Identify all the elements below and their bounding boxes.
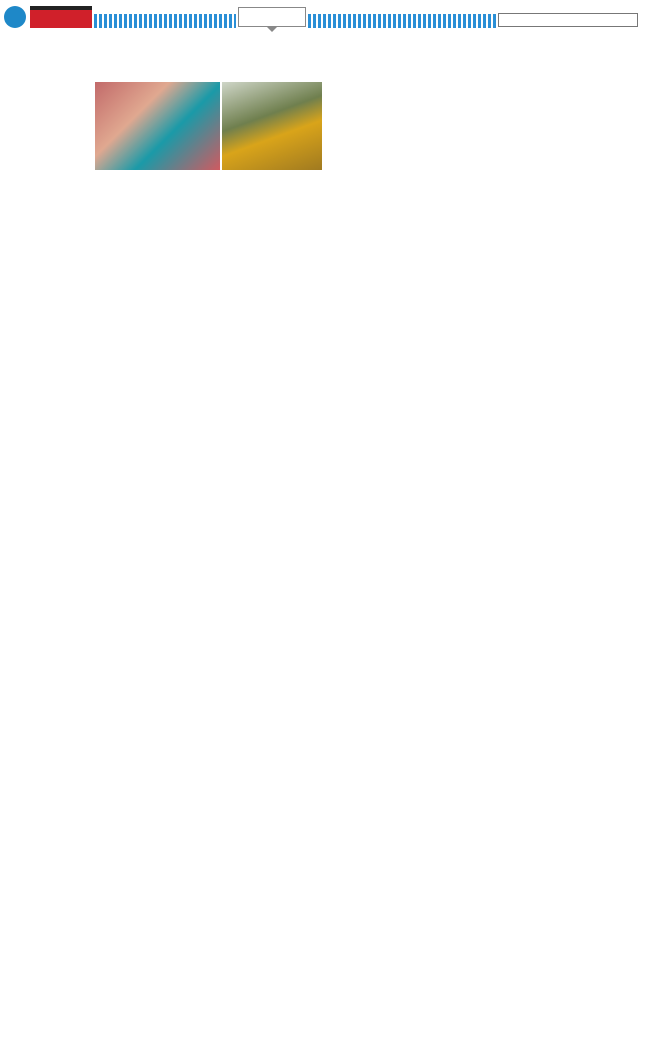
header-stripe-left — [94, 14, 236, 28]
lead-body-col1 — [4, 84, 88, 224]
lead-body-col3 — [182, 181, 266, 225]
logo-box — [30, 6, 92, 28]
header-stripe-right — [308, 14, 498, 28]
masthead — [0, 0, 650, 32]
lead-body-col4 — [258, 84, 326, 224]
lead-photo-arm — [95, 82, 220, 170]
dateline — [498, 13, 638, 27]
lead-body-col2 — [95, 181, 179, 225]
city-tab — [238, 7, 306, 27]
logo-mark — [4, 6, 26, 28]
